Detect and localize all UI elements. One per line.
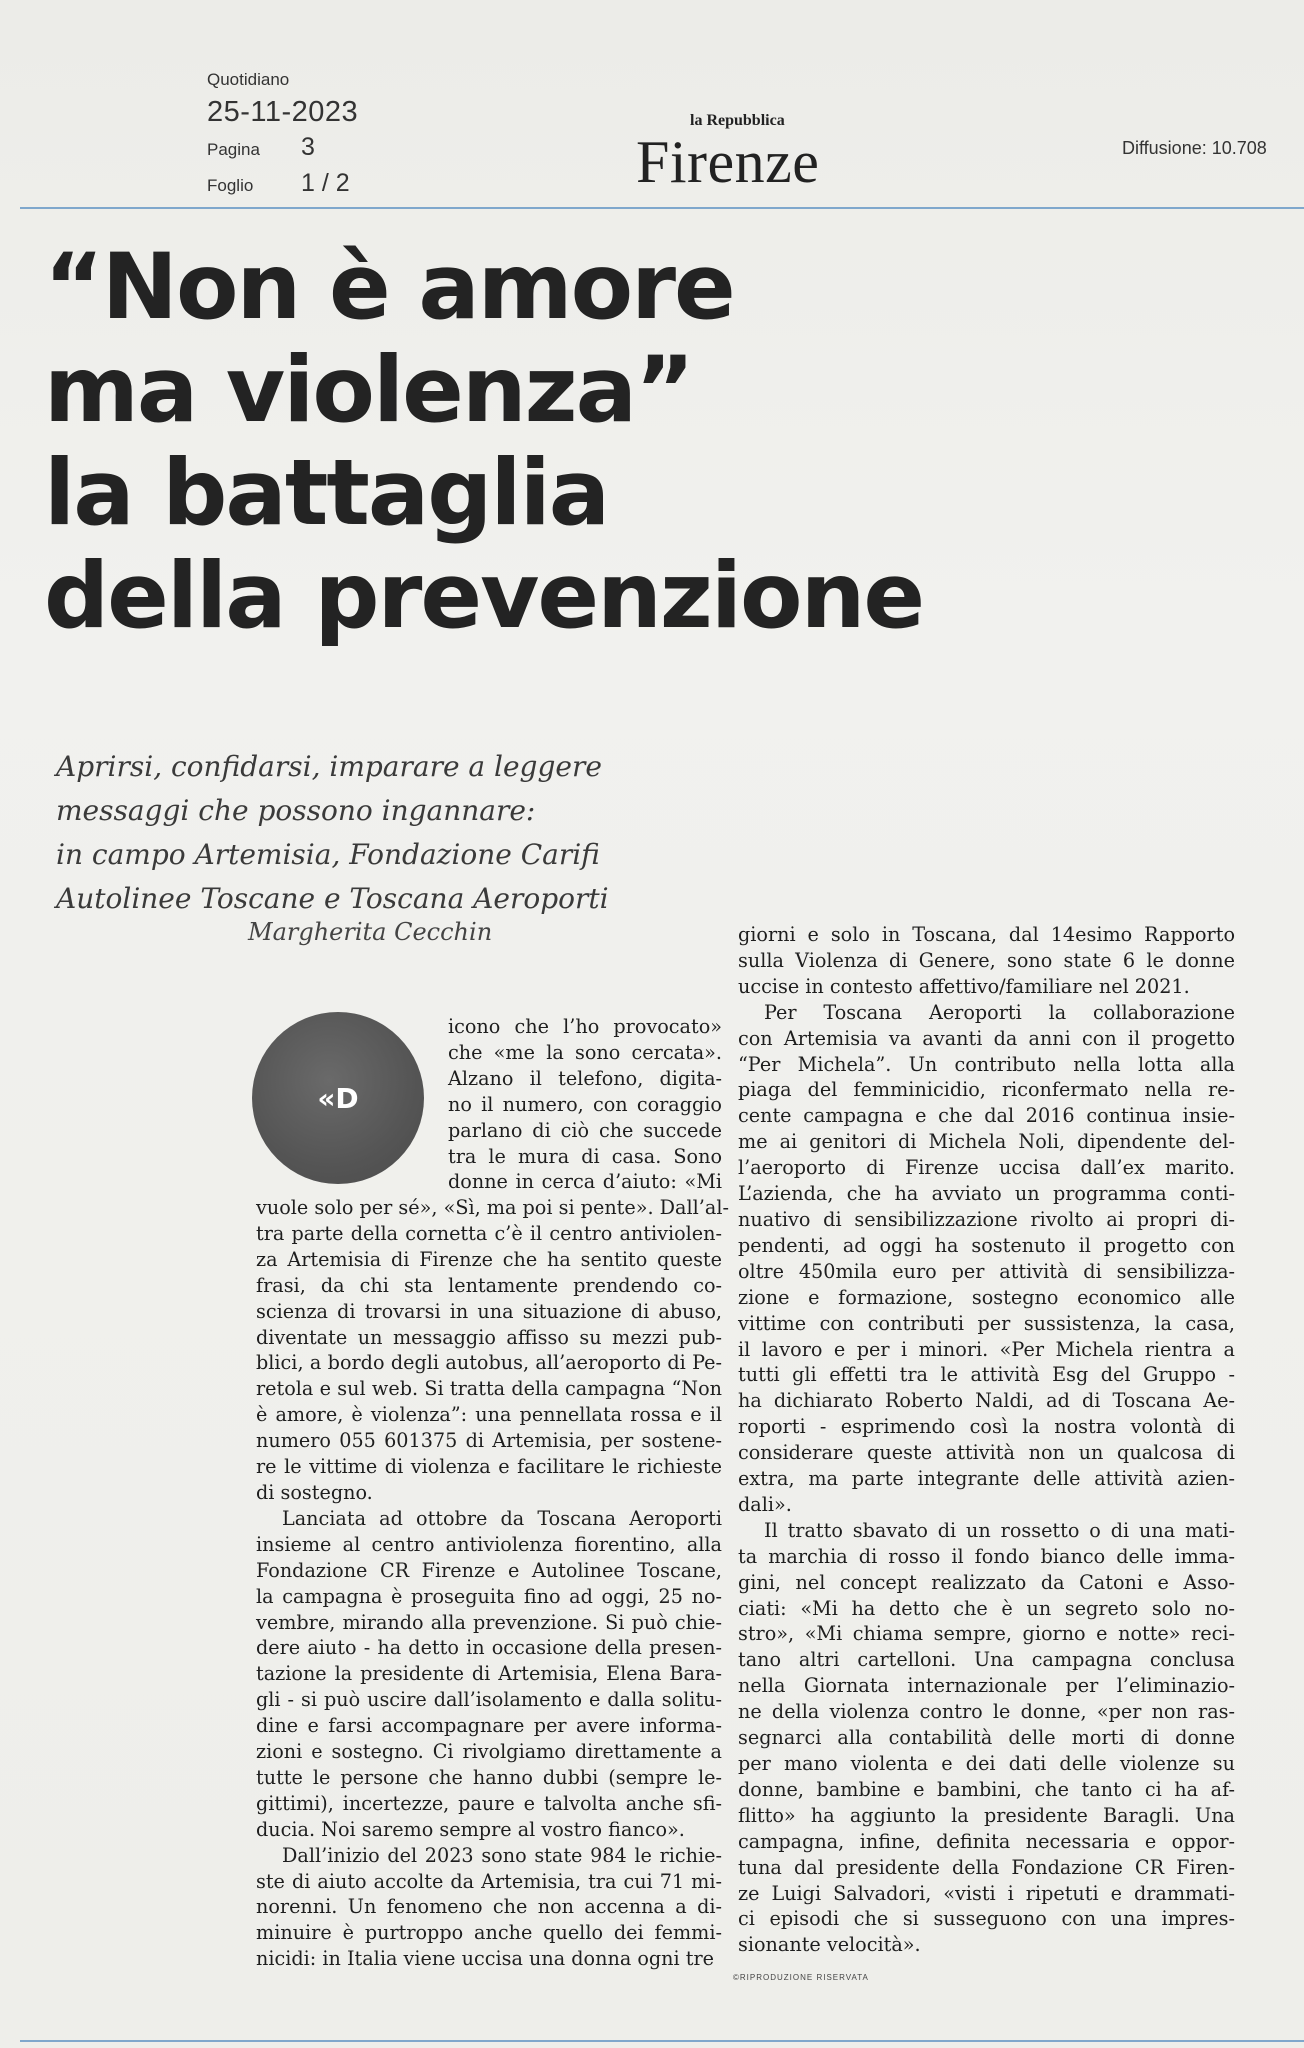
headline-line: la battaglia [44,441,609,546]
text-line: con Artemisia va avanti da anni con il progetto [738,1026,1235,1050]
text-line: ci episodi che si susseguono con una impres- [738,1907,1235,1931]
text-line: è amore, è violenza”: una pennellata rossa e il [256,1403,722,1427]
text-line: considerare queste attività non un qualcosa di [738,1441,1235,1465]
subhead-line: Autolinee Toscane e Toscana Aeroporti [56,882,609,915]
text-line: Dall’inizio del 2023 sono state 984 le richie- [282,1843,722,1867]
text-line: donne, bambine e bambini, che tanto ci ha af- [738,1777,1235,1801]
text-line: tra parte della cornetta c’è il centro antiviolen- [256,1221,722,1245]
text-line: me ai genitori di Michela Noli, dipendente del- [738,1130,1235,1154]
text-line: scienza di trovarsi in una situazione di abuso, [256,1299,722,1323]
sheet-number: 1 / 2 [301,169,350,197]
text-line: retola e sul web. Si tratta della campagna “Non [256,1377,722,1401]
newspaper-logo [636,112,820,195]
text-line: ste di aiuto accolte da Artemisia, tra cui 71 mi- [256,1869,722,1893]
text-line: diventate un messaggio affisso su mezzi pub- [256,1325,722,1349]
column-1 [256,1195,729,1972]
column-2 [738,922,1235,1958]
text-line: extra, ma parte integrante delle attività azien- [738,1467,1235,1491]
subheadline [56,745,609,921]
text-line: ha dichiarato Roberto Naldi, ad di Toscana Ae- [738,1389,1235,1413]
text-line: sulla Violenza di Genere, sono state 6 le donne [738,948,1235,972]
top-divider [20,207,1304,209]
text-line: dali». [738,1492,792,1516]
text-line: numero 055 601375 di Artemisia, per sostene- [256,1429,722,1453]
text-line: flitto» ha aggiunto la presidente Baragli. Una [738,1803,1235,1827]
text-line: dine e farsi accompagnare per avere informa- [256,1714,722,1738]
subhead-line: messaggi che possono ingannare: [56,794,536,827]
text-line: tazione la presidente di Artemisia, Elena Bara- [256,1662,722,1686]
copyright-notice: ©RIPRODUZIONE RISERVATA [733,1973,869,1982]
text-line: no il numero, con coraggio [448,1092,722,1116]
text-line: “Per Michela”. Un contributo nella lotta alla [738,1052,1235,1076]
text-line: che «me la sono cercata». [448,1040,722,1064]
sheet-label: Foglio [207,176,254,195]
headline [44,236,923,648]
text-line: Fondazione CR Firenze e Autolinee Toscane, [256,1558,722,1582]
publication-type: Quotidiano [207,70,290,89]
clipping-metadata [207,70,358,205]
text-line: pendenti, ad oggi ha sostenuto il progetto con [738,1233,1235,1257]
text-line: il lavoro e per i minori. «Per Michela rientra a [738,1337,1235,1361]
text-line: per mano violenta e dei dati delle violenze su [738,1752,1235,1775]
edition-name: Firenze [636,129,820,195]
text-line: re le vittime di violenza e facilitare le richieste [256,1455,722,1479]
subhead-line: in campo Artemisia, Fondazione Carifi [56,838,600,871]
text-line: Il tratto sbavato di un rossetto o di una mati- [764,1518,1235,1542]
text-line: ciati: «Mi ha detto che è un segreto solo no- [738,1596,1235,1620]
text-line: tutti gli effetti tra le attività Esg del Gruppo - [738,1363,1235,1387]
text-line: vittime con contributi per sussistenza, la casa, [738,1311,1235,1335]
publication-date: 25-11-2023 [207,96,359,128]
text-line: zione e formazione, sostegno economico alle [738,1285,1235,1309]
text-line: nicidi: in Italia viene uccisa una donna ogni tre [256,1947,715,1971]
text-line: blici, a bordo degli autobus, all’aeroporto di Pe- [256,1351,722,1375]
text-line: parlano di ciò che succede [448,1118,722,1142]
text-line: za Artemisia di Firenze che ha sentito queste [256,1247,722,1271]
publisher-name: la Repubblica [690,112,785,129]
text-line: vuole solo per sé», «Sì, ma poi si pente». Dall’al- [256,1196,729,1219]
text-line: donne in cerca d’aiuto: «Mi [448,1170,722,1194]
subhead-line: Aprirsi, confidarsi, imparare a leggere [56,750,602,783]
text-line: L’azienda, che ha avviato un programma conti- [738,1182,1235,1206]
page-label: Pagina [207,140,260,159]
text-line: nella Giornata internazionale per l’eliminazio- [738,1674,1235,1698]
text-line: roporti - esprimendo così la nostra volontà di [738,1415,1235,1439]
text-line: nuativo di sensibilizzazione rivolto ai propri di- [738,1207,1235,1231]
text-line: oltre 450mila euro per attività di sensibilizza- [738,1259,1235,1283]
text-line: ne della violenza contro le donne, «per non ras- [738,1700,1235,1724]
text-line: Per Toscana Aeroporti la collaborazione [764,1000,1235,1024]
text-line: tuna dal presidente della Fondazione CR Firen- [738,1855,1235,1879]
text-line: gittimi), incertezze, paure e talvolta anche sfi- [256,1791,722,1815]
text-line: ze Luigi Salvadori, «visti i ripetuti e drammati- [738,1881,1235,1905]
headline-line: ma violenza” [44,338,693,443]
text-line: di sostegno. [256,1480,373,1504]
column-1-wrap [448,1014,722,1195]
headline-line: “Non è amore [44,235,734,340]
text-line: Lanciata ad ottobre da Toscana Aeroporti [282,1506,722,1530]
text-line: norenni. Un fenomeno che non accenna a di- [256,1895,722,1919]
text-line: campagna, infine, definita necessaria e oppor- [738,1829,1235,1853]
text-line: ta marchia di rosso il fondo bianco delle imma- [738,1544,1235,1568]
text-line: uccise in contesto affettivo/familiare nel 2021. [738,974,1190,998]
text-line: minuire è purtroppo anche quello dei femmi- [256,1921,722,1945]
circulation: Diffusione: 10.708 [1122,138,1267,158]
text-line: gli - si può uscire dall’isolamento e dalla solitu- [256,1688,722,1712]
text-line: stro», «Mi chiama sempre, giorno e notte» reci- [738,1622,1235,1646]
text-line: zioni e sostegno. Ci rivolgiamo direttamente a [256,1740,722,1764]
byline: Margherita Cecchin [248,918,493,946]
text-line: ducia. Noi saremo sempre al vostro fianco». [256,1817,685,1841]
text-line: insieme al centro antiviolenza fiorentino, alla [256,1532,722,1556]
text-line: segnarci alla contabilità delle morti di donne [738,1726,1235,1750]
page-number: 3 [301,133,315,161]
text-line: vembre, mirando alla prevenzione. Si può chie- [256,1610,722,1634]
text-line: tra le mura di casa. Sono [448,1144,722,1168]
text-line: frasi, da chi sta lentamente prendendo co- [256,1273,722,1297]
text-line: l’aeroporto di Firenze uccisa dall’ex marito. [738,1156,1235,1180]
text-line: piaga del femminicidio, riconfermato nella re- [738,1078,1235,1102]
text-line: dere aiuto - ha detto in occasione della presen- [256,1636,722,1660]
text-line: tutte le persone che hanno dubbi (sempre le- [256,1765,722,1789]
headline-line: della prevenzione [44,544,924,649]
text-line: la campagna è proseguita fino ad oggi, 25 no- [256,1584,722,1608]
text-line: gini, nel concept realizzato da Catoni e Asso- [738,1570,1235,1594]
text-line: tano altri cartelloni. Una campagna conclusa [738,1648,1235,1672]
text-line: icono che l’ho provocato» [448,1015,722,1038]
bottom-divider [20,2040,1304,2042]
dropcap-badge: «D [252,1012,424,1184]
text-line: sionante velocità». [738,1933,921,1957]
text-line: giorni e solo in Toscana, dal 14esimo Rapporto [738,923,1235,946]
text-line: Alzano il telefono, digita- [448,1066,722,1090]
text-line: cente campagna e che dal 2016 continua insie- [738,1104,1235,1128]
